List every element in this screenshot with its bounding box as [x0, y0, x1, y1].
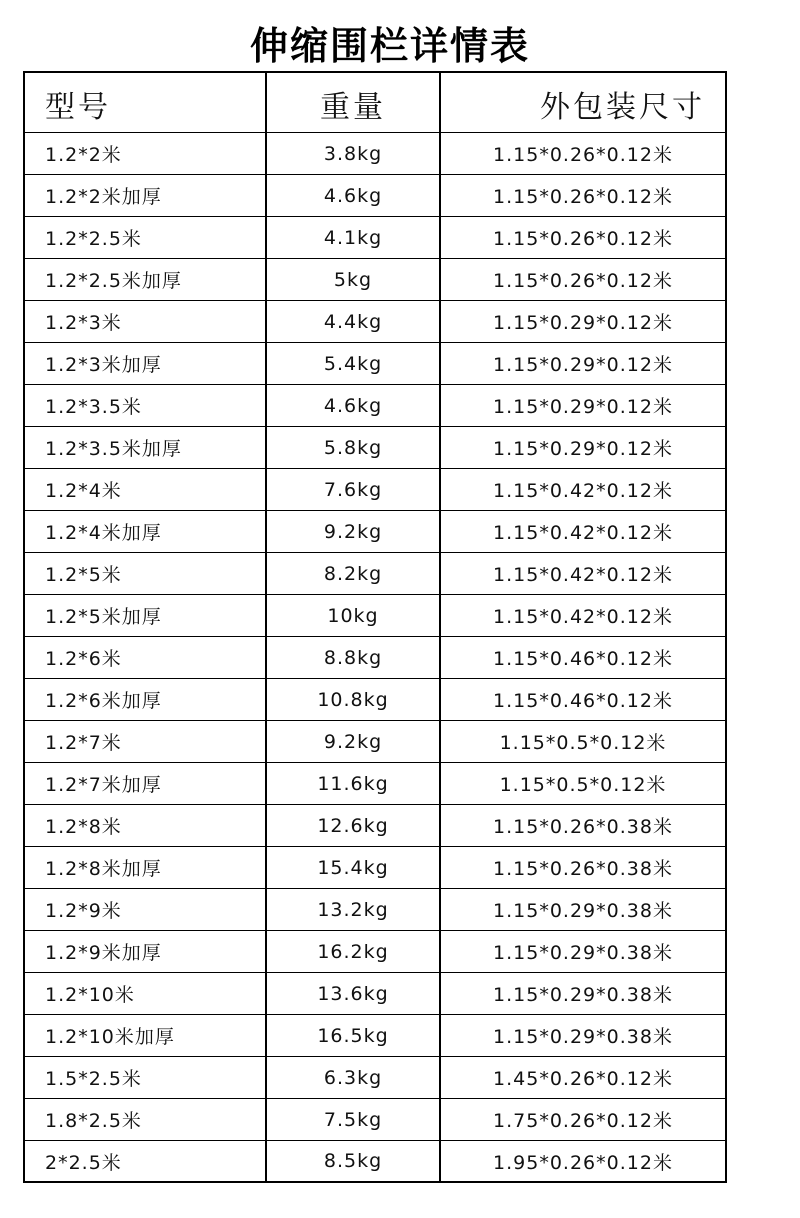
cell-model: 1.2*10米加厚 — [25, 1015, 267, 1056]
cell-model: 1.5*2.5米 — [25, 1057, 267, 1098]
cell-weight: 15.4kg — [267, 847, 441, 888]
cell-model: 1.8*2.5米 — [25, 1099, 267, 1140]
cell-package-size: 1.15*0.26*0.38米 — [493, 858, 673, 880]
cell-weight: 5.8kg — [267, 427, 441, 468]
cell-package-size: 1.15*0.29*0.38米 — [493, 900, 673, 922]
table-row — [25, 889, 725, 931]
cell-weight: 4.6kg — [267, 175, 441, 216]
cell-package-size: 1.15*0.42*0.12米 — [493, 606, 673, 628]
cell-package-size: 1.45*0.26*0.12米 — [493, 1068, 673, 1090]
cell-model: 2*2.5米 — [25, 1141, 267, 1181]
cell-package-size: 1.15*0.5*0.12米 — [499, 774, 667, 796]
header-package-size: 外包装尺寸 — [540, 90, 705, 125]
cell-weight: 9.2kg — [267, 511, 441, 552]
cell-model: 1.2*3米 — [25, 301, 267, 342]
cell-model: 1.2*8米 — [25, 805, 267, 846]
cell-model: 1.2*2米 — [25, 133, 267, 174]
cell-model: 1.2*10米 — [25, 973, 267, 1014]
table-row — [25, 1057, 725, 1099]
table-row — [25, 553, 725, 595]
table-row — [25, 1099, 725, 1141]
table-row — [25, 973, 725, 1015]
cell-package-size: 1.15*0.26*0.12米 — [493, 144, 673, 166]
cell-model: 1.2*6米 — [25, 637, 267, 678]
table-row — [25, 595, 725, 637]
cell-weight: 8.5kg — [267, 1141, 441, 1181]
cell-model: 1.2*7米 — [25, 721, 267, 762]
table-header-row — [25, 73, 725, 133]
cell-weight: 13.6kg — [267, 973, 441, 1014]
cell-package-size: 1.15*0.29*0.38米 — [493, 1026, 673, 1048]
table-row — [25, 259, 725, 301]
cell-weight: 4.6kg — [267, 385, 441, 426]
cell-package-size: 1.15*0.46*0.12米 — [493, 648, 673, 670]
cell-weight: 16.5kg — [267, 1015, 441, 1056]
table-row — [25, 301, 725, 343]
cell-weight: 12.6kg — [267, 805, 441, 846]
cell-package-size: 1.15*0.29*0.12米 — [493, 354, 673, 376]
table-row — [25, 343, 725, 385]
cell-package-size: 1.15*0.42*0.12米 — [493, 522, 673, 544]
table-row — [25, 679, 725, 721]
table-row — [25, 847, 725, 889]
cell-weight: 13.2kg — [267, 889, 441, 930]
cell-weight: 9.2kg — [267, 721, 441, 762]
cell-package-size: 1.15*0.29*0.12米 — [493, 438, 673, 460]
cell-package-size: 1.15*0.42*0.12米 — [493, 564, 673, 586]
cell-package-size: 1.15*0.46*0.12米 — [493, 690, 673, 712]
cell-package-size: 1.15*0.29*0.38米 — [493, 942, 673, 964]
cell-package-size: 1.15*0.26*0.12米 — [493, 228, 673, 250]
page-title: 伸缩围栏详情表 — [249, 24, 530, 68]
cell-package-size: 1.15*0.42*0.12米 — [493, 480, 673, 502]
table-row — [25, 469, 725, 511]
cell-weight: 5kg — [267, 259, 441, 300]
cell-model: 1.2*4米 — [25, 469, 267, 510]
cell-model: 1.2*9米 — [25, 889, 267, 930]
cell-model: 1.2*2米加厚 — [25, 175, 267, 216]
table-row — [25, 511, 725, 553]
cell-weight: 7.6kg — [267, 469, 441, 510]
table-row — [25, 133, 725, 175]
cell-model: 1.2*5米 — [25, 553, 267, 594]
cell-weight: 11.6kg — [267, 763, 441, 804]
table-row — [25, 427, 725, 469]
cell-package-size: 1.15*0.5*0.12米 — [499, 732, 667, 754]
spec-table — [23, 71, 727, 1183]
table-row — [25, 217, 725, 259]
cell-weight: 10.8kg — [267, 679, 441, 720]
cell-model: 1.2*3.5米加厚 — [25, 427, 267, 468]
cell-model: 1.2*6米加厚 — [25, 679, 267, 720]
cell-model: 1.2*3米加厚 — [25, 343, 267, 384]
cell-weight: 6.3kg — [267, 1057, 441, 1098]
header-weight: 重量 — [267, 73, 441, 132]
cell-package-size: 1.15*0.29*0.38米 — [493, 984, 673, 1006]
table-row — [25, 385, 725, 427]
table-row — [25, 1015, 725, 1057]
cell-weight: 4.4kg — [267, 301, 441, 342]
cell-model: 1.2*9米加厚 — [25, 931, 267, 972]
cell-weight: 8.2kg — [267, 553, 441, 594]
cell-model: 1.2*5米加厚 — [25, 595, 267, 636]
table-row — [25, 931, 725, 973]
cell-model: 1.2*2.5米 — [25, 217, 267, 258]
header-model: 型号 — [25, 73, 267, 132]
cell-package-size: 1.15*0.26*0.12米 — [493, 186, 673, 208]
cell-package-size: 1.95*0.26*0.12米 — [493, 1151, 673, 1174]
table-row — [25, 175, 725, 217]
table-row — [25, 805, 725, 847]
table-row — [25, 763, 725, 805]
cell-weight: 16.2kg — [267, 931, 441, 972]
cell-weight: 7.5kg — [267, 1099, 441, 1140]
cell-weight: 5.4kg — [267, 343, 441, 384]
cell-model: 1.2*8米加厚 — [25, 847, 267, 888]
cell-package-size: 1.15*0.26*0.12米 — [493, 270, 673, 292]
table-row — [25, 637, 725, 679]
cell-package-size: 1.75*0.26*0.12米 — [493, 1110, 673, 1132]
cell-weight: 3.8kg — [267, 133, 441, 174]
table-row — [25, 1141, 725, 1183]
cell-model: 1.2*7米加厚 — [25, 763, 267, 804]
cell-weight: 4.1kg — [267, 217, 441, 258]
cell-model: 1.2*3.5米 — [25, 385, 267, 426]
cell-model: 1.2*4米加厚 — [25, 511, 267, 552]
cell-model: 1.2*2.5米加厚 — [25, 259, 267, 300]
cell-package-size: 1.15*0.29*0.12米 — [493, 312, 673, 334]
cell-weight: 10kg — [267, 595, 441, 636]
table-row — [25, 721, 725, 763]
cell-weight: 8.8kg — [267, 637, 441, 678]
cell-package-size: 1.15*0.29*0.12米 — [493, 396, 673, 418]
cell-package-size: 1.15*0.26*0.38米 — [493, 816, 673, 838]
